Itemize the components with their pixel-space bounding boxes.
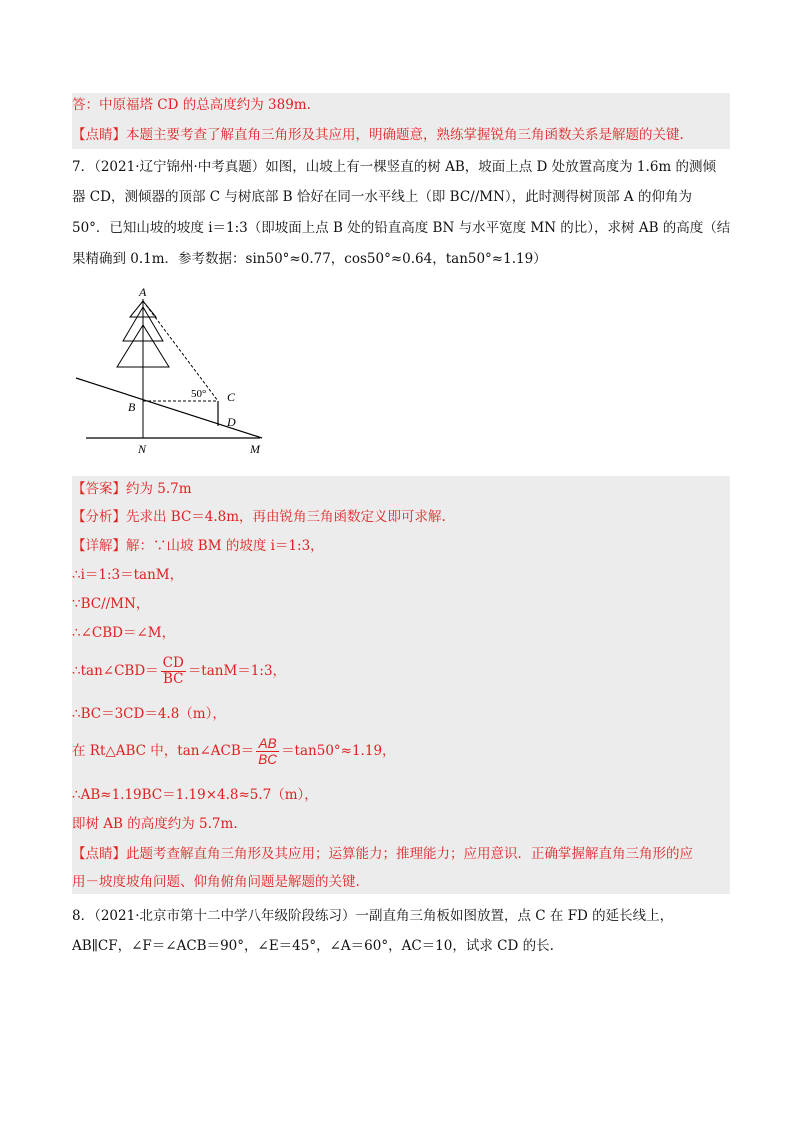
- step4-fraction: [161, 656, 186, 687]
- step6-fraction: [256, 736, 279, 767]
- step4-numerator: CD: [162, 655, 184, 671]
- previous-answer-line: 答：中原福塔 CD 的总高度约为 389m.: [72, 97, 311, 113]
- step6-line: [72, 734, 396, 768]
- step7-line: ∴AB≈1.19BC＝1.19×4.8≈5.7（m），: [72, 787, 318, 803]
- step4-line: [72, 654, 286, 688]
- problem7-line1: 7．（2021·辽宁锦州·中考真题）如图，山坡上有一棵竖直的树 AB，坡面上点 D 处放置高度为 1.6m 的测倾: [72, 159, 716, 175]
- step1-line: ∴i＝1:3＝tanM，: [72, 567, 184, 583]
- answer-line: 【答案】约为 5.7m: [72, 481, 192, 497]
- label-d: D: [227, 415, 236, 429]
- label-m: M: [250, 442, 260, 456]
- comment-line2: 用－坡度坡角问题、仰角俯角问题是解题的关键.: [72, 874, 360, 890]
- label-n: N: [138, 442, 147, 456]
- geometry-figure: [70, 285, 280, 457]
- label-angle: 50°: [191, 388, 207, 400]
- step6-suffix: ＝tan50°≈1.19，: [281, 743, 396, 759]
- slope-line: [76, 378, 262, 438]
- step2-line: ∵BC//MN，: [72, 596, 150, 612]
- analysis-line: 【分析】先求出 BC＝4.8m，再由锐角三角函数定义即可求解.: [72, 509, 446, 525]
- step6-prefix: 在 Rt△ABC 中，tan∠ACB＝: [72, 743, 255, 759]
- step4-denominator: BC: [162, 671, 184, 687]
- detail-line: 【详解】解：∵山坡 BM 的坡度 i＝1:3，: [72, 538, 324, 554]
- step5-line: ∴BC＝3CD＝4.8（m），: [72, 706, 226, 722]
- step6-numerator: AB: [256, 736, 279, 752]
- problem8-line2: AB∥CF，∠F＝∠ACB＝90°，∠E＝45°，∠A＝60°，AC＝10，试求 CD 的长.: [72, 938, 554, 954]
- label-c: C: [227, 390, 236, 404]
- comment-line1: 【点睛】此题考查解直角三角形及其应用；运算能力；推理能力；应用意识．正确掌握解直角三角形的应: [72, 846, 693, 862]
- step8-line: 即树 AB 的高度约为 5.7m.: [72, 816, 238, 832]
- segment-ac: [143, 301, 218, 401]
- step3-line: ∴∠CBD＝∠M，: [72, 625, 176, 641]
- step4-suffix: ＝tanM＝1:3，: [187, 663, 287, 679]
- step6-denominator: BC: [258, 752, 278, 767]
- problem7-line4: 果精确到 0.1m．参考数据：sin50°≈0.77，cos50°≈0.64，tan50°≈1.19）: [72, 251, 547, 267]
- label-a: A: [139, 285, 147, 299]
- label-b: B: [128, 400, 136, 414]
- problem8-line1: 8．（2021·北京市第十二中学八年级阶段练习）一副直角三角板如图放置，点 C 在 FD 的延长线上，: [72, 908, 674, 924]
- previous-comment-line: 【点睛】本题主要考查了解直角三角形及其应用，明确题意，熟练掌握锐角三角函数关系是解题的关键.: [72, 127, 684, 143]
- problem7-line2: 器 CD，测倾器的顶部 C 与树底部 B 恰好在同一水平线上（即 BC//MN），此时测得树顶部 A 的仰角为: [72, 189, 692, 205]
- problem7-line3: 50°．已知山坡的坡度 i＝1:3（即坡面上点 B 处的铅直高度 BN 与水平宽度 MN 的比），求树 AB 的高度（结: [72, 220, 731, 236]
- step4-prefix: ∴tan∠CBD＝: [72, 663, 159, 679]
